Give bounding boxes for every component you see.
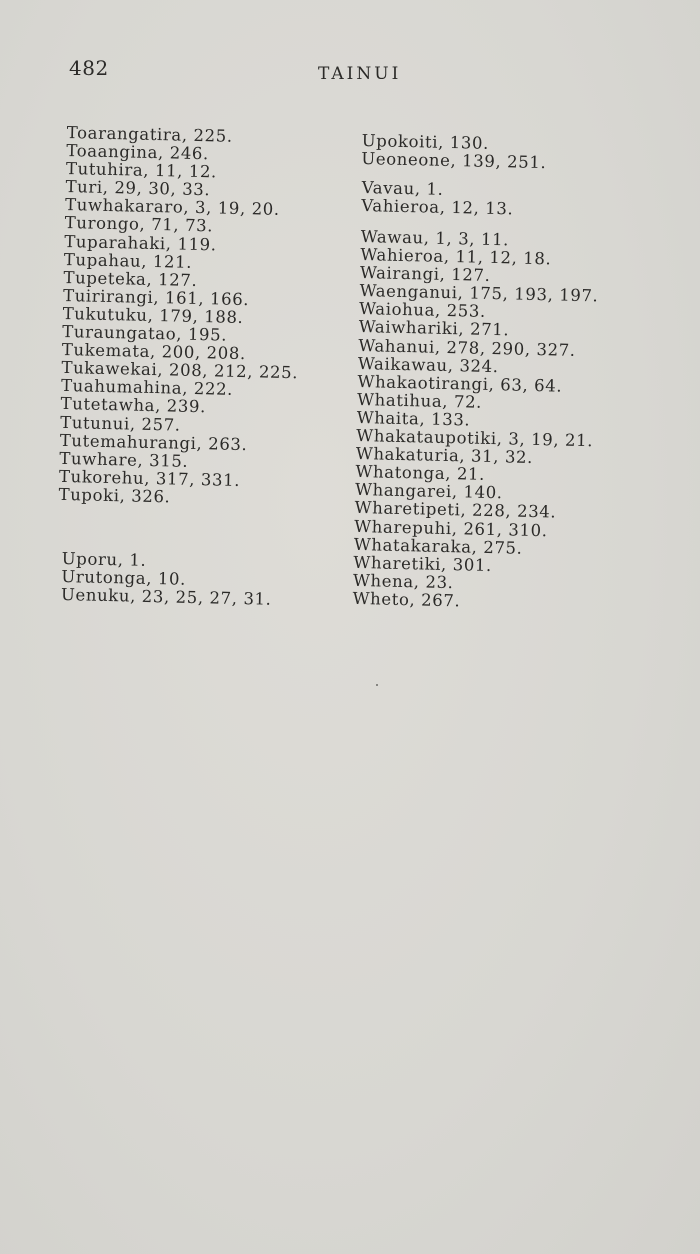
index-entry: Wahieroa, 11, 12, 18. (360, 245, 552, 269)
index-entry: Tupeteka, 127. (63, 267, 198, 290)
index-entry: Tutunui, 257. (60, 412, 181, 435)
index-entry: Tuirirangi, 161, 166. (62, 285, 250, 310)
index-entry: Turaungatao, 195. (62, 321, 228, 345)
index-entry: Tukemata, 200, 208. (61, 340, 247, 364)
index-entry: Wharepuhi, 261, 310. (354, 516, 548, 540)
index-entry: Tutemahurangi, 263. (59, 430, 248, 454)
index-entry: Vavau, 1. (361, 178, 444, 199)
running-head: TAINUI (318, 64, 402, 84)
index-entry: Wawau, 1, 3, 11. (360, 227, 510, 250)
index-entry: Whaita, 133. (356, 407, 471, 430)
index-entry: Tuwhakararo, 3, 19, 20. (64, 195, 280, 220)
index-right-group-v (361, 179, 514, 219)
index-right-group-w (352, 228, 599, 613)
index-entry: Whakaotirangi, 63, 64. (357, 371, 563, 396)
index-entry: Whena, 23. (352, 570, 454, 592)
page-number: 482 (69, 56, 109, 80)
index-entry: Wharetiki, 301. (353, 552, 493, 575)
index-entry: Whakaturia, 31, 32. (355, 444, 534, 468)
index-entry: Tuparahaki, 119. (64, 231, 217, 254)
index-entry: Waenganui, 175, 193, 197. (359, 281, 599, 306)
index-entry: Tutetawha, 239. (60, 394, 207, 417)
index-entry: Tuwhare, 315. (59, 448, 189, 471)
index-entry: Waiohua, 253. (358, 299, 487, 322)
index-entry: Tukorehu, 317, 331. (58, 466, 241, 490)
index-entry: Upokoiti, 130. (361, 131, 490, 153)
index-entry: Toaangina, 246. (66, 141, 210, 164)
index-entry: Wahanui, 278, 290, 327. (358, 335, 576, 360)
index-entry: Urutonga, 10. (61, 567, 187, 589)
index-entry: Tutuhira, 11, 12. (65, 159, 218, 182)
index-entry: Uporu, 1. (61, 549, 147, 570)
index-entry: Whakataupotiki, 3, 19, 21. (356, 425, 594, 451)
index-entry: Tupahau, 121. (63, 249, 193, 272)
index-entry: Waiwhariki, 271. (358, 317, 510, 340)
index-entry: Ueoneone, 139, 251. (361, 149, 547, 173)
index-left-group-t (58, 124, 303, 509)
index-entry: Toarangatira, 225. (66, 123, 233, 146)
index-entry: Whatakaraka, 275. (353, 534, 523, 558)
index-entry: Wharetipeti, 228, 234. (354, 498, 557, 522)
index-left-group-u (61, 550, 273, 609)
index-entry: Tupoki, 326. (58, 484, 171, 507)
index-entry: Waikawau, 324. (357, 353, 499, 376)
index-entry: Tukawekai, 208, 212, 225. (61, 358, 299, 383)
index-entry: Wheto, 267. (352, 588, 461, 611)
index-entry: Turi, 29, 30, 33. (65, 177, 211, 200)
index-entry: Uenuku, 23, 25, 27, 31. (60, 585, 272, 609)
index-entry: Whatihua, 72. (356, 389, 483, 412)
index-entry: Whatonga, 21. (355, 462, 486, 485)
index-entry: Tukutuku, 179, 188. (62, 303, 244, 327)
index-entry: Turongo, 71, 73. (64, 213, 214, 236)
index-entry: Tuahumahina, 222. (60, 376, 234, 400)
index-entry: Wairangi, 127. (359, 263, 491, 286)
index-entry: Whangarei, 140. (354, 480, 503, 503)
index-right-group-u (361, 132, 547, 172)
index-entry: Vahieroa, 12, 13. (361, 196, 514, 219)
print-speck (376, 684, 378, 686)
